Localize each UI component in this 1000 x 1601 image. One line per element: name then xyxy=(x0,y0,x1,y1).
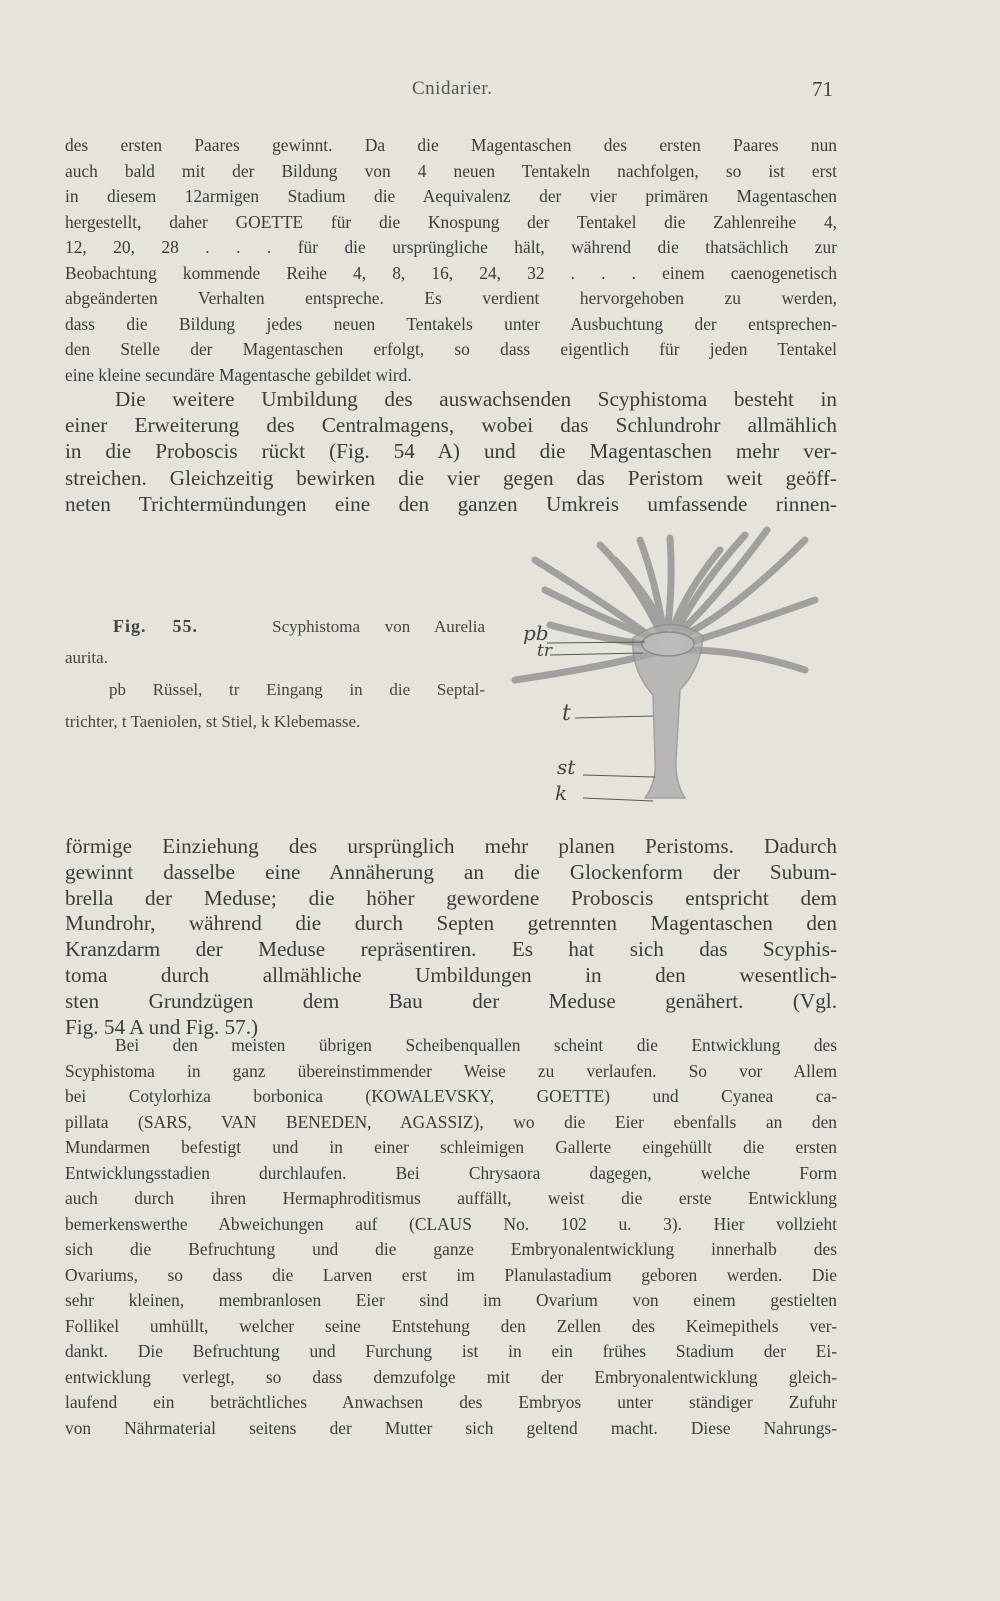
text-line: auch durch ihren Hermaphroditismus auffällt, weist die erste Entwicklung xyxy=(65,1188,837,1208)
text-line: des ersten Paares gewinnt. Da die Magentaschen des ersten Paares nun xyxy=(65,135,837,155)
text-line: entwicklung verlegt, so dass demzufolge mit der Embryonalentwicklung gleich- xyxy=(65,1366,837,1387)
paragraph-3 xyxy=(65,834,837,1040)
paragraph-1 xyxy=(65,133,837,388)
text-line: neten Trichtermündungen eine den ganzen Umkreis umfassende rinnen- xyxy=(65,491,837,516)
label-tr: tr xyxy=(537,641,552,661)
proboscis xyxy=(642,632,694,656)
text-line: Bei den meisten übrigen Scheibenquallen scheint die Entwicklung des xyxy=(115,1035,837,1055)
text-line: pillata (SARS, VAN BENEDEN, AGASSIZ), wo die Eier ebenfalls an den xyxy=(65,1111,837,1132)
text-line: dankt. Die Befruchtung und Furchung ist in ein frühes Stadium der Ei- xyxy=(65,1341,837,1361)
text-line: 12, 20, 28 . . . für die ursprüngliche hält, während die thatsächlich zur xyxy=(65,237,837,257)
text-line: von Nährmaterial seitens der Mutter sich geltend macht. Diese Nahrungs- xyxy=(65,1417,837,1438)
text-line: bei Cotylorhiza borbonica (KOWALEVSKY, GOETTE) und Cyanea ca- xyxy=(65,1086,837,1106)
text-line: eine kleine secundäre Magentasche gebildet wird. xyxy=(65,364,412,385)
caption-line-3: pb Rüssel, tr Eingang in die Septal- xyxy=(109,680,485,699)
text-line: brella der Meduse; die höher gewordene Proboscis entspricht dem xyxy=(65,885,837,910)
text-line: abgeänderten Verhalten entspreche. Es verdient hervorgehoben zu werden, xyxy=(65,288,837,308)
label-st: st xyxy=(557,755,576,779)
text-line: gewinnt dasselbe eine Annäherung an die Glockenform der Subum- xyxy=(65,859,837,884)
text-line: Mundarmen befestigt und in einer schleimigen Gallerte eingehüllt die ersten xyxy=(65,1137,837,1157)
figure-number: Fig. 55. xyxy=(113,616,198,636)
text-line: sehr kleinen, membranlosen Eier sind im Ovarium von einem gestielten xyxy=(65,1290,837,1310)
caption-line-1 xyxy=(65,610,485,642)
text-line: streichen. Gleichzeitig bewirken die vier gegen das Peristom weit geöff- xyxy=(65,465,837,490)
text-line: Fig. 54 A und Fig. 57.) xyxy=(65,1014,259,1039)
text-line: Ovariums, so dass die Larven erst im Planulastadium geboren werden. Die xyxy=(65,1264,837,1285)
caption-line-4: trichter, t Taeniolen, st Stiel, k Klebemasse. xyxy=(65,712,361,731)
text-line: in die Proboscis rückt (Fig. 54 A) und die Magentaschen mehr ver- xyxy=(65,439,837,464)
text-line: Scyphistoma in ganz übereinstimmender Weise zu verlaufen. So vor Allem xyxy=(65,1060,837,1081)
text-line: laufend ein beträchtliches Anwachsen des Embryos unter ständiger Zufuhr xyxy=(65,1392,837,1412)
text-line: bemerkenswerthe Abweichungen auf (CLAUS No. 102 u. 3). Hier vollzieht xyxy=(65,1213,837,1234)
text-line: sten Grundzügen dem Bau der Meduse genähert. (Vgl. xyxy=(65,988,837,1013)
running-head xyxy=(0,78,1000,108)
paragraph-4 xyxy=(65,1033,837,1441)
text-line: förmige Einziehung des ursprünglich mehr planen Peristoms. Dadurch xyxy=(65,834,837,858)
text-line: Beobachtung kommende Reihe 4, 8, 16, 24, 32 . . . einem caenogenetisch xyxy=(65,262,837,283)
text-line: Follikel umhüllt, welcher seine Entstehung den Zellen des Keimepithels ver- xyxy=(65,1315,837,1336)
text-line: Mundrohr, während die durch Septen getrennten Magentaschen den xyxy=(65,911,837,936)
scyphistoma-drawing xyxy=(505,520,835,810)
running-title: Cnidarier. xyxy=(412,78,493,99)
caption-text: Scyphistoma von Aurelia xyxy=(272,617,485,636)
text-line: Die weitere Umbildung des auswachsenden Scyphistoma besteht in xyxy=(115,387,837,411)
text-line: in diesem 12armigen Stadium die Aequivalenz der vier primären Magentaschen xyxy=(65,186,837,206)
page-number: 71 xyxy=(812,77,833,101)
text-line: Kranzdarm der Meduse repräsentiren. Es hat sich das Scyphis- xyxy=(65,937,837,962)
label-pb: pb xyxy=(523,621,549,645)
figure-caption xyxy=(65,610,485,738)
caption-line-2: aurita. xyxy=(65,648,108,667)
scyphistoma-illustration xyxy=(505,520,835,810)
paragraph-2 xyxy=(65,386,837,517)
text-line: auch bald mit der Bildung von 4 neuen Tentakeln nachfolgen, so ist erst xyxy=(65,160,837,181)
label-t: t xyxy=(562,701,571,726)
text-line: toma durch allmähliche Umbildungen in den wesentlich- xyxy=(65,962,837,987)
label-k: k xyxy=(555,781,568,805)
text-line: den Stelle der Magentaschen erfolgt, so dass eigentlich für jeden Tentakel xyxy=(65,339,837,359)
text-line: hergestellt, daher GOETTE für die Knospung der Tentakel die Zahlenreihe 4, xyxy=(65,211,837,232)
text-line: dass die Bildung jedes neuen Tentakels unter Ausbuchtung der entsprechen- xyxy=(65,313,837,334)
text-line: einer Erweiterung des Centralmagens, wobei das Schlundrohr allmählich xyxy=(65,413,837,438)
text-line: Entwicklungsstadien durchlaufen. Bei Chrysaora dagegen, welche Form xyxy=(65,1162,837,1183)
text-line: sich die Befruchtung und die ganze Embryonalentwicklung innerhalb des xyxy=(65,1239,837,1259)
